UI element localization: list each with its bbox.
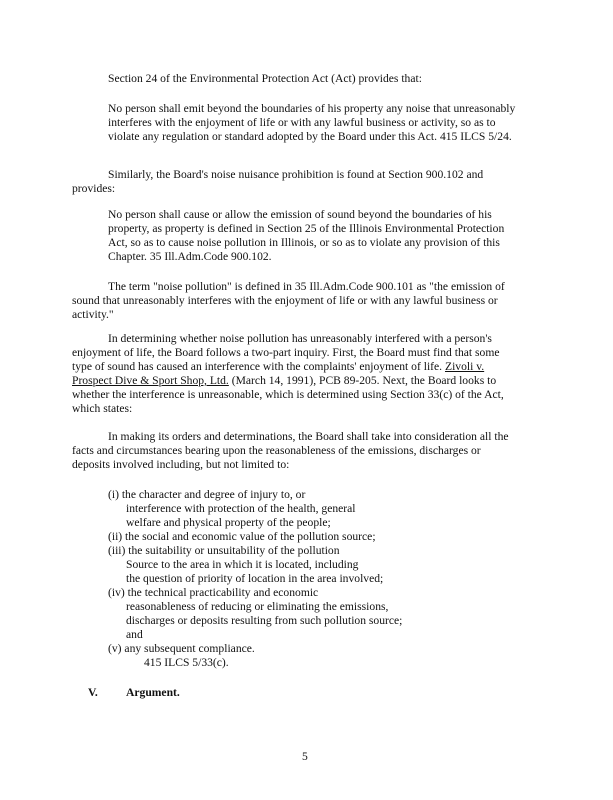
paragraph-line: provides: bbox=[72, 182, 116, 195]
quote-line: violate any regulation or standard adopted by the Board under this Act. 415 ILCS 5/24. bbox=[108, 130, 512, 143]
list-item-continuation: and bbox=[126, 628, 143, 641]
case-citation: Prospect Dive & Sport Shop, Ltd. bbox=[72, 374, 229, 387]
paragraph-line bbox=[72, 360, 484, 374]
paragraph-line bbox=[72, 374, 496, 388]
text: type of sound has caused an interference with the complaints' enjoyment of life. bbox=[72, 360, 445, 373]
quote-line: Act, so as to cause noise pollution in Illinois, or so as to violate any provision of this bbox=[108, 236, 500, 249]
paragraph-line: The term "noise pollution" is defined in 35 Ill.Adm.Code 900.101 as "the emission of bbox=[108, 280, 505, 293]
paragraph-line: whether the interference is unreasonable, which is determined using Section 33(c) of the Act, bbox=[72, 388, 504, 401]
statute-citation: 415 ILCS 5/33(c). bbox=[144, 656, 229, 669]
quote-line: No person shall emit beyond the boundaries of his property any noise that unreasonably bbox=[108, 102, 516, 115]
case-citation: Zivoli v. bbox=[444, 360, 485, 373]
list-item-continuation: interference with protection of the health, general bbox=[126, 502, 356, 515]
quote-line: property, as property is defined in Section 25 of the Illinois Environmental Protection bbox=[108, 222, 505, 235]
page-number: 5 bbox=[302, 750, 308, 763]
list-item: (iv) the technical practicability and economic bbox=[108, 586, 319, 599]
list-item-continuation: reasonableness of reducing or eliminating the emissions, bbox=[126, 600, 389, 613]
paragraph-line: enjoyment of life, the Board follows a two-part inquiry. First, the Board must find that some bbox=[72, 346, 500, 359]
quote-line: Chapter. 35 Ill.Adm.Code 900.102. bbox=[108, 250, 272, 263]
list-item: (i) the character and degree of injury to, or bbox=[108, 488, 306, 501]
list-item-continuation: discharges or deposits resulting from such pollution source; bbox=[126, 614, 403, 627]
intro-paragraph: Section 24 of the Environmental Protection Act (Act) provides that: bbox=[108, 72, 422, 85]
list-item-continuation: the question of priority of location in the area involved; bbox=[126, 572, 384, 585]
section-heading: Argument. bbox=[126, 686, 180, 699]
list-item: (iii) the suitability or unsuitability of the pollution bbox=[108, 544, 340, 557]
quote-line: In making its orders and determinations, the Board shall take into consideration all the bbox=[108, 430, 509, 443]
list-item: (v) any subsequent compliance. bbox=[108, 642, 255, 655]
text: (March 14, 1991), PCB 89-205. Next, the Board looks to bbox=[228, 374, 497, 387]
paragraph-line: which states: bbox=[72, 402, 133, 415]
section-number: V. bbox=[88, 686, 98, 699]
paragraph-line: sound that unreasonably interferes with the enjoyment of life or with any lawful business or bbox=[72, 294, 498, 307]
list-item-continuation: Source to the area in which it is located, including bbox=[126, 558, 359, 571]
paragraph-line: Similarly, the Board's noise nuisance prohibition is found at Section 900.102 and bbox=[108, 168, 484, 181]
paragraph-line: In determining whether noise pollution has unreasonably interfered with a person's bbox=[108, 332, 492, 345]
quote-line: interferes with the enjoyment of life or with any lawful business or activity, so as to bbox=[108, 116, 496, 129]
quote-line: deposits involved including, but not limited to: bbox=[72, 458, 290, 471]
list-item-continuation: welfare and physical property of the people; bbox=[126, 516, 331, 529]
quote-line: No person shall cause or allow the emission of sound beyond the boundaries of his bbox=[108, 208, 492, 221]
quote-line: facts and circumstances bearing upon the reasonableness of the emissions, discharges or bbox=[72, 444, 481, 457]
list-item: (ii) the social and economic value of the pollution source; bbox=[108, 530, 376, 543]
paragraph-line: activity." bbox=[72, 308, 114, 321]
